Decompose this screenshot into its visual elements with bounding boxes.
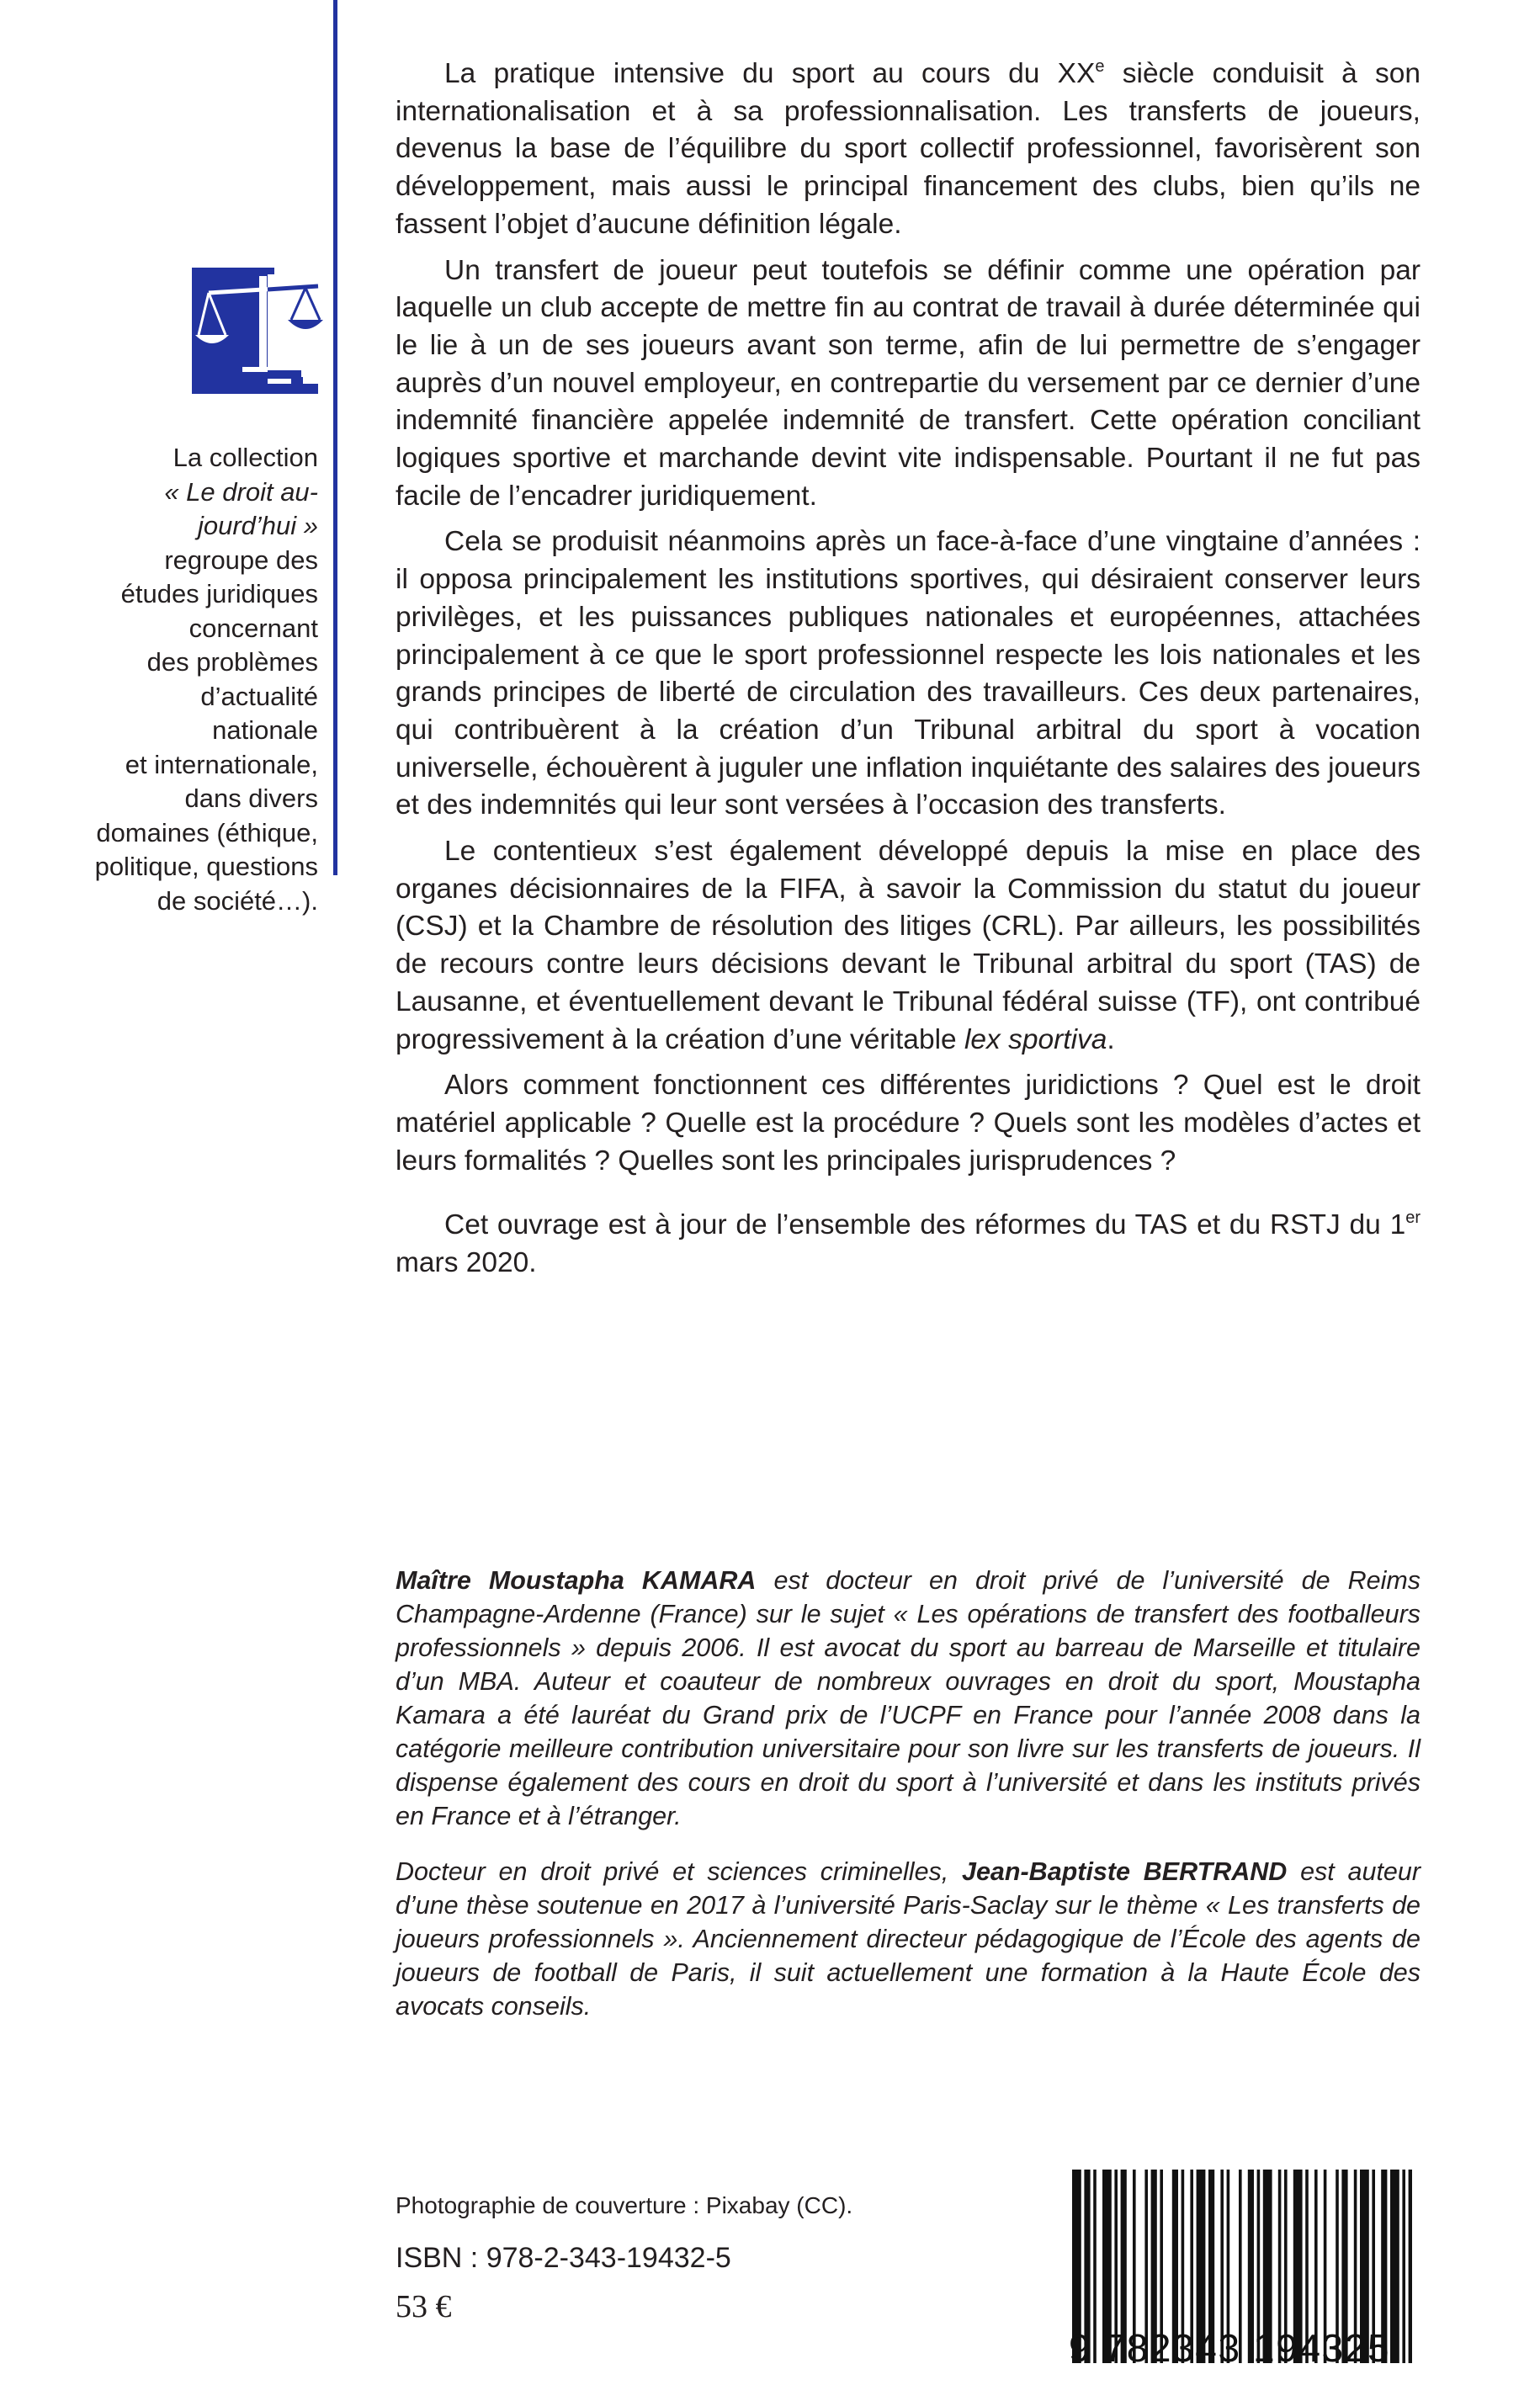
isbn: ISBN : 978-2-343-19432-5 <box>396 2242 731 2274</box>
collection-line: études juridiques <box>120 579 318 608</box>
summary-text: mars 2020. <box>396 1247 537 1279</box>
collection-description <box>93 441 318 918</box>
collection-line: de société…). <box>157 885 318 916</box>
collection-line: concernant <box>189 613 318 643</box>
summary-text: Le contentieux s’est également développé depuis la mise en place des organes décisionnaires de la FIFA, à savoir la Commission du statut du joueur (CSJ) et la Chambre de résolution des litiges (CRL). Par ailleurs, les possibilités de recours contre leurs décisions devant le Tribunal arbitral du sport (TAS) de Lausanne, et éventuellement devant le Tribunal fédéral suisse (TF), ont contribué progressivement à la création d’une véritable <box>396 836 1421 1055</box>
superscript: e <box>1095 57 1105 76</box>
collection-line: dans divers <box>184 783 318 813</box>
price: 53 € <box>396 2289 452 2324</box>
author-name: Maître Moustapha KAMARA <box>396 1566 757 1595</box>
summary-text: . <box>1107 1023 1115 1055</box>
collection-line: regroupe des <box>164 544 318 575</box>
barcode-digits: 9 782343 194325 <box>1069 2326 1391 2370</box>
bio-text: est docteur en droit privé de l’université de Reims Champagne-Ardenne (France) sur le sujet « Les opérations de transfert des footballeurs professionnels » depuis 2006. Il est avocat du sport au barreau de Marseille et titulaire d’un MBA. Auteur et coauteur de nombreux ouvrages en droit du sport, Moustapha Kamara a été lauréat du Grand prix de l’UCPF en France pour l’année 2008 dans la catégorie meilleure contribution universitaire pour son livre sur les transferts de joueurs. Il dispense également des cours en droit du sport à l’université et dans les instituts privés en France et à l’étranger. <box>396 1566 1421 1830</box>
collection-line: domaines (éthique, <box>96 817 318 847</box>
author-name: Jean-Baptiste BERTRAND <box>962 1857 1288 1886</box>
collection-line: La collection <box>173 443 318 472</box>
emphasis-text: lex sportiva <box>964 1023 1107 1055</box>
summary-text: Cet ouvrage est à jour de l’ensemble des réformes du TAS et du RSTJ du 1 <box>444 1209 1406 1241</box>
summary-paragraph: Alors comment fonctionnent ces différentes juridictions ? Quel est le droit matériel applicable ? Quelle est la procédure ? Quels sont les modèles d’actes et leurs formalités ? Quelles sont les principales jurisprudences ? <box>396 1070 1421 1177</box>
author-bio <box>396 1855 1421 2023</box>
summary-paragraph <box>396 833 1421 1059</box>
summary-text: La pratique intensive du sport au cours du XX <box>444 58 1096 89</box>
collection-line: jourd’hui » <box>197 511 318 540</box>
collection-line: des problèmes <box>146 647 318 677</box>
photo-credit: Photographie de couverture : Pixabay (CC). <box>396 2192 853 2218</box>
bio-text: Docteur en droit privé et sciences criminelles, <box>396 1857 962 1886</box>
scales-of-justice-icon <box>192 268 327 394</box>
summary-paragraph: Un transfert de joueur peut toutefois se définir comme une opération par laquelle un club accepte de mettre fin au contrat de travail à durée déterminée qui le lie à un de ses joueurs avant son terme, afin de lui permettre de s’engager auprès d’un nouvel employeur, en contrepartie du versement par ce dernier d’une indemnité financière appelée indemnité de transfert. Cette opération conciliant logiques sportive et marchande devint vite indispensable. Pourtant il ne fut pas facile de l’encadrer juridiquement. <box>396 254 1421 512</box>
collection-line: « Le droit au- <box>164 476 318 507</box>
summary-text: siècle conduisit à son internationalisation et à sa professionnalisation. Les transferts de joueurs, devenus la base de l’équilibre du sport collectif professionnel, favorisèrent son développement, mais aussi le principal financement des clubs, bien qu’ils ne fassent l’objet d’aucune définition légale. <box>396 58 1421 240</box>
summary-paragraph <box>396 1207 1421 1282</box>
back-cover-summary <box>396 56 1421 1291</box>
bio-text: est auteur d’une thèse soutenue en 2017 à l’université Paris-Saclay sur le thème « Les transferts de joueurs professionnels ». Anciennement directeur pédagogique de l’École des agents de joueurs de football de Paris, il suit actuellement une formation à la Haute École des avocats conseils. <box>396 1857 1421 2021</box>
superscript: er <box>1405 1208 1421 1228</box>
collection-line: politique, questions <box>94 852 318 881</box>
collection-line: et internationale, <box>125 749 318 779</box>
collection-line: d’actualité nationale <box>200 681 318 745</box>
summary-paragraph: Cela se produisit néanmoins après un face-à-face d’une vingtaine d’années : il opposa principalement les institutions sportives, qui désiraient conserver leurs privilèges, et les puissances publiques nationales et européennes, attachées principalement à ce que le sport professionnel respecte les lois nationales et les grands principes de liberté de circulation des travailleurs. Ces deux partenaires, qui contribuèrent à la création d’un Tribunal arbitral du sport à vocation universelle, échouèrent à juguler une inflation inquiétante des salaires des joueurs et des indemnités qui leur sont versées à l’occasion des transferts. <box>396 526 1421 821</box>
sidebar-divider <box>333 0 337 875</box>
author-bio <box>396 1564 1421 1833</box>
summary-paragraph <box>396 56 1421 244</box>
author-biographies <box>396 1564 1421 2045</box>
